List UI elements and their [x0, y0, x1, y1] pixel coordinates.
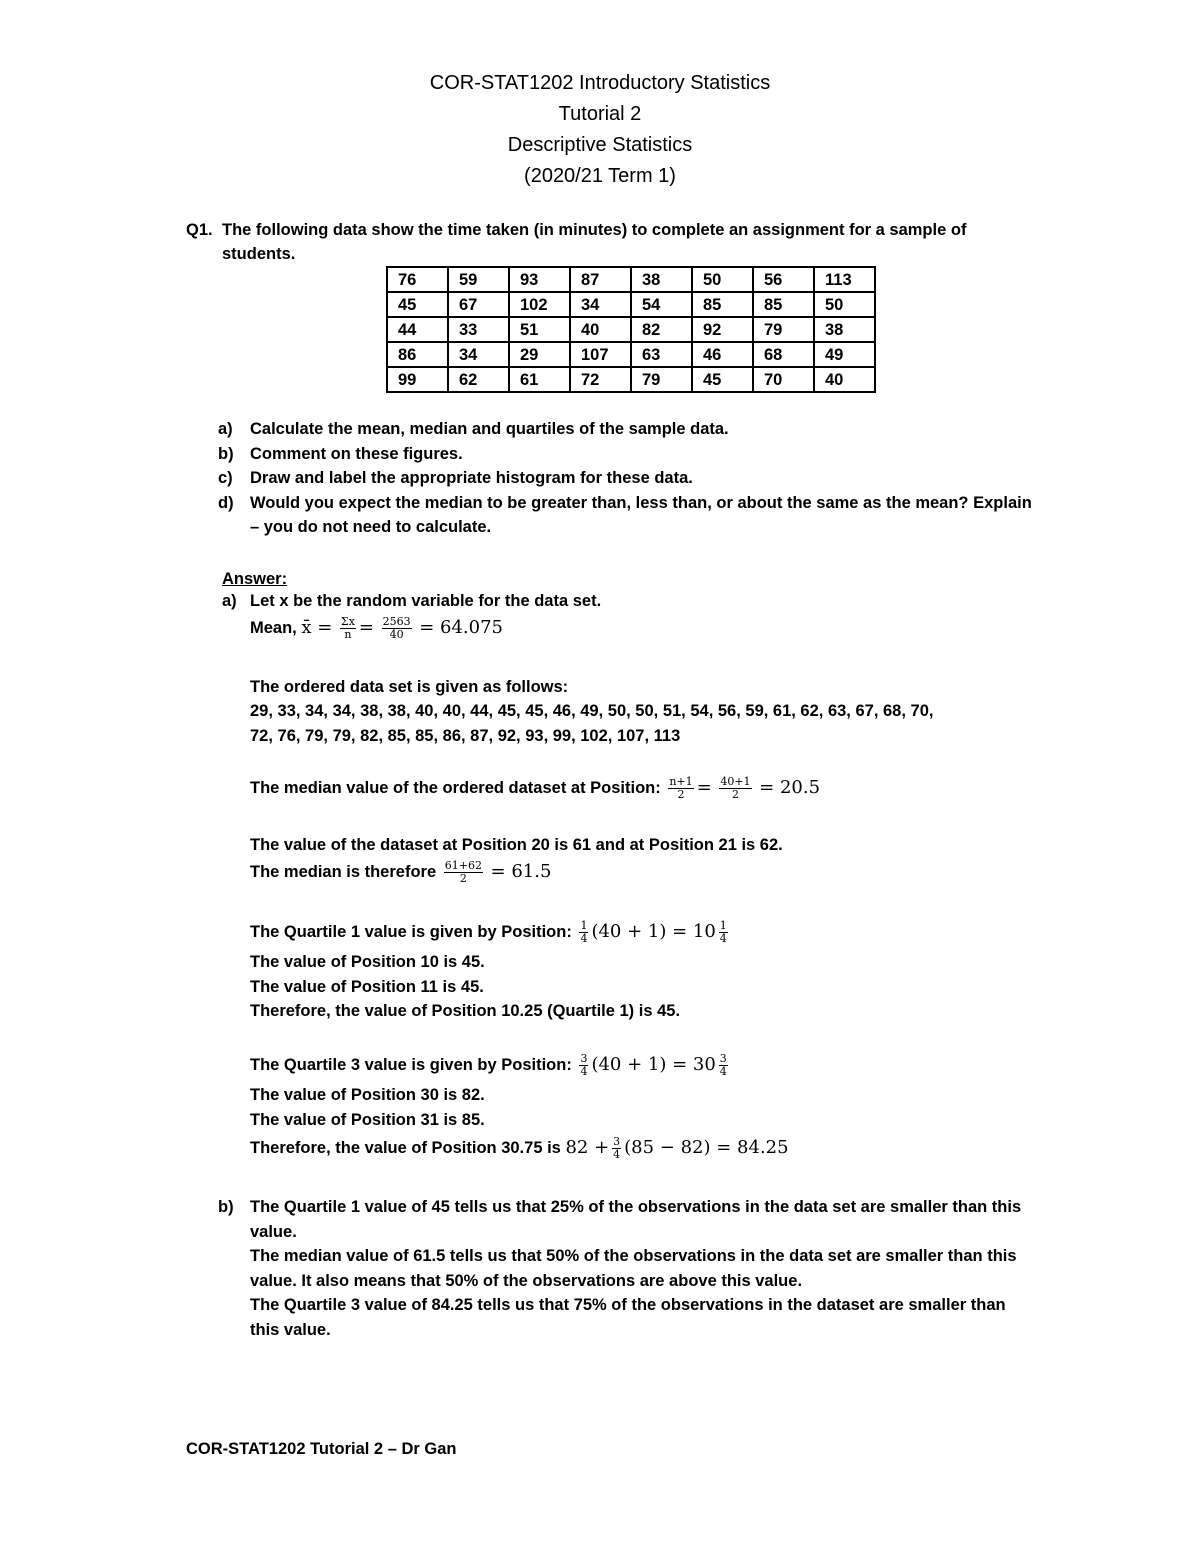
table-cell: 34: [570, 292, 631, 317]
table-cell: 33: [448, 317, 509, 342]
question-1: [186, 218, 1026, 266]
table-row: [387, 367, 875, 392]
table-cell: 85: [753, 292, 814, 317]
table-cell: 82: [631, 317, 692, 342]
table-cell: 72: [570, 367, 631, 392]
table-cell: 59: [448, 267, 509, 292]
answer-a-label: a): [222, 592, 237, 610]
question-label: Q1.: [186, 221, 213, 239]
table-cell: 51: [509, 317, 570, 342]
table-cell: 107: [570, 342, 631, 367]
table-cell: 70: [753, 367, 814, 392]
table-cell: 46: [692, 342, 753, 367]
table-cell: 63: [631, 342, 692, 367]
table-cell: 79: [631, 367, 692, 392]
table-cell: 61: [509, 367, 570, 392]
table-cell: 85: [692, 292, 753, 317]
quartile-1-line-3: Therefore, the value of Position 10.25 (Quartile 1) is 45.: [250, 1002, 681, 1020]
median-result: The median is therefore $\frac{61+62}{2}$ = 61.5: [250, 859, 552, 885]
table-row: [387, 292, 875, 317]
answer-b-paragraph-2: The median value of 61.5 tells us that 50% of the observations in the data set are smaller than this value. It also means that 50% of the observations are above this value.: [250, 1247, 1017, 1290]
table-cell: 92: [692, 317, 753, 342]
table-cell: 99: [387, 367, 448, 392]
mean-fraction-1: $\frac{\Sigma x}{n}$: [340, 615, 355, 641]
answer-b-paragraph-1: The Quartile 1 value of 45 tells us that 25% of the observations in the data set are smaller than this value.: [250, 1198, 1022, 1241]
part-c: c) Draw and label the appropriate histogram for these data.: [218, 469, 693, 487]
table-cell: 45: [692, 367, 753, 392]
data-table: [386, 266, 876, 393]
term-title: (2020/21 Term 1): [524, 165, 676, 187]
table-cell: 50: [814, 292, 875, 317]
table-cell: 67: [448, 292, 509, 317]
document-title: [0, 68, 1200, 192]
answer-b-paragraph-3: The Quartile 3 value of 84.25 tells us that 75% of the observations in the dataset are smaller than this value.: [250, 1296, 1006, 1339]
ordered-line-1: 29, 33, 34, 34, 38, 38, 40, 40, 44, 45, 45, 46, 49, 50, 50, 51, 54, 56, 59, 61, 62, 63, 67, 68, 70,: [250, 702, 934, 720]
table-cell: 62: [448, 367, 509, 392]
part-d: d) Would you expect the median to be greater than, less than, or about the same as the mean? Explain – you do not need to calculate.: [218, 493, 1032, 536]
course-title: COR-STAT1202 Introductory Statistics: [429, 72, 771, 94]
quartile-1-line-1: The value of Position 10 is 45.: [250, 953, 485, 971]
quartile-1-line-2: The value of Position 11 is 45.: [250, 978, 484, 996]
table-cell: 44: [387, 317, 448, 342]
quartile-3-position: The Quartile 3 value is given by Position: $\frac{3}{4}$ (40 + 1) = 30 $\frac{3}{4}$: [250, 1052, 727, 1078]
table-cell: 40: [570, 317, 631, 342]
position-20-text: The value of the dataset at Position 20 is 61 and at Position 21 is 62.: [250, 836, 783, 854]
tutorial-title: Tutorial 2: [558, 103, 642, 125]
answer-a-intro: Let x be the random variable for the data set.: [250, 592, 602, 610]
question-parts: [218, 417, 1038, 540]
part-a: a) Calculate the mean, median and quartiles of the sample data.: [218, 420, 729, 438]
median-position: The median value of the ordered dataset at Position: $\frac{n+1}{2}$ = $\frac{40+1}{2}$ = 20.5: [250, 775, 821, 801]
table-cell: 87: [570, 267, 631, 292]
mean-fraction-2: $\frac{2563}{40}$: [382, 615, 411, 641]
answer-heading: Answer:: [222, 570, 288, 588]
ordered-line-2: 72, 76, 79, 79, 82, 85, 85, 86, 87, 92, 93, 99, 102, 107, 113: [250, 727, 681, 745]
table-cell: 102: [509, 292, 570, 317]
table-cell: 79: [753, 317, 814, 342]
table-cell: 93: [509, 267, 570, 292]
table-cell: 56: [753, 267, 814, 292]
quartile-1-position: The Quartile 1 value is given by Position: $\frac{1}{4}$ (40 + 1) = 10 $\frac{1}{4}$: [250, 919, 727, 945]
table-cell: 54: [631, 292, 692, 317]
table-cell: 49: [814, 342, 875, 367]
table-cell: 113: [814, 267, 875, 292]
topic-title: Descriptive Statistics: [507, 134, 693, 156]
quartile-3-result: Therefore, the value of Position 30.75 is 82 + $\frac{3}{4}$ (85 − 82) = 84.25: [250, 1135, 789, 1161]
table-cell: 38: [814, 317, 875, 342]
page-footer: COR-STAT1202 Tutorial 2 – Dr Gan: [186, 1440, 457, 1458]
table-cell: 50: [692, 267, 753, 292]
quartile-3-line-2: The value of Position 31 is 85.: [250, 1111, 485, 1129]
table-cell: 34: [448, 342, 509, 367]
answer-b: b) The Quartile 1 value of 45 tells us that 25% of the observations in the data set are smaller than this value. The median value of 61.5 tells us that 50% of the observations in the data set are smaller than this value. It also means that 50% of the observations are above this value. The Quartile 3 value of 84.25 tells us that 75% of the observations in the dataset are smaller than this value.: [218, 1195, 1038, 1342]
part-b: b) Comment on these figures.: [218, 444, 463, 463]
quartile-3-line-1: The value of Position 30 is 82.: [250, 1086, 485, 1104]
question-text: The following data show the time taken (in minutes) to complete an assignment for a sample of students.: [222, 221, 967, 263]
mean-formula: Mean, x̄ = $\frac{\Sigma x}{n}$ = $\frac{2563}{40}$ = 64.075: [250, 615, 503, 641]
table-cell: 40: [814, 367, 875, 392]
ordered-intro: The ordered data set is given as follows:: [250, 678, 569, 696]
table-cell: 45: [387, 292, 448, 317]
table-row: [387, 317, 875, 342]
table-cell: 38: [631, 267, 692, 292]
table-row: [387, 342, 875, 367]
table-cell: 86: [387, 342, 448, 367]
table-row: [387, 267, 875, 292]
table-cell: 29: [509, 342, 570, 367]
table-cell: 76: [387, 267, 448, 292]
table-cell: 68: [753, 342, 814, 367]
